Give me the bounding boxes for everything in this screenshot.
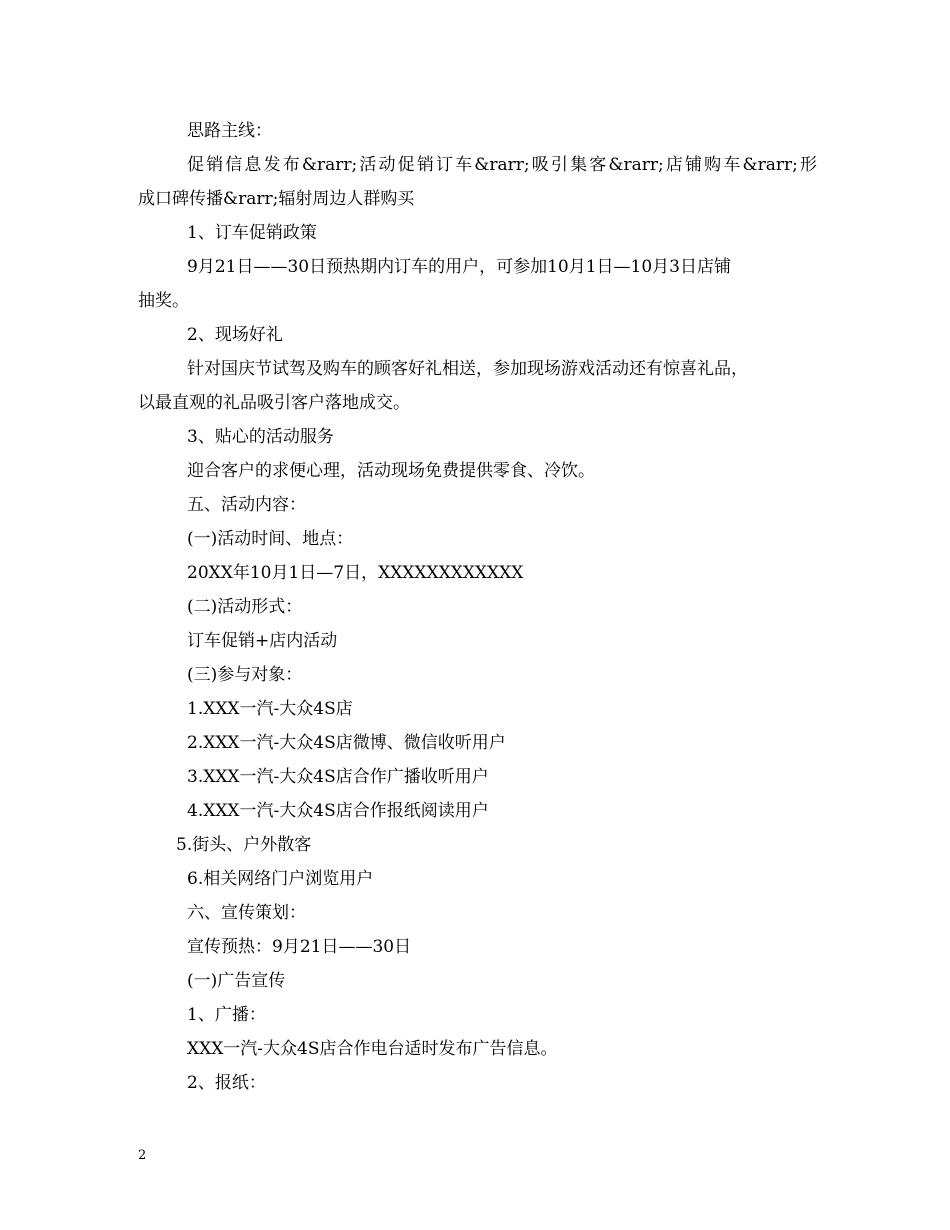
section-heading: 五、活动内容：	[187, 495, 306, 515]
paragraph-line: 宣传预热：9月21日——30日	[187, 937, 412, 957]
section-heading: 2、报纸：	[187, 1073, 266, 1093]
list-item: 6.相关网络门户浏览用户	[187, 869, 374, 889]
list-item: 5.街头、户外散客	[176, 835, 312, 855]
paragraph-line: 20XX年10月1日—7日，XXXXXXXXXXXX	[187, 563, 524, 583]
subsection-heading: (二)活动形式：	[187, 597, 303, 617]
page-number: 2	[138, 1148, 147, 1163]
subsection-heading: (一)广告宣传	[187, 971, 286, 991]
list-item: 1.XXX一汽-大众4S店	[187, 699, 353, 719]
subsection-heading: (三)参与对象：	[187, 665, 303, 685]
section-heading: 六、宣传策划：	[187, 903, 306, 923]
section-heading: 2、现场好礼	[187, 325, 283, 345]
section-heading: 3、贴心的活动服务	[187, 427, 334, 447]
paragraph-line: 以最直观的礼品吸引客户落地成交。	[138, 393, 410, 413]
paragraph-line: 成口碑传播&rarr;辐射周边人群购买	[138, 189, 415, 209]
list-item: 3.XXX一汽-大众4S店合作广播收听用户	[187, 767, 489, 787]
paragraph-line: XXX一汽-大众4S店合作电台适时发布广告信息。	[187, 1039, 558, 1059]
paragraph-line: 针对国庆节试驾及购车的顾客好礼相送，参加现场游戏活动还有惊喜礼品，	[187, 359, 748, 379]
list-item: 4.XXX一汽-大众4S店合作报纸阅读用户	[187, 801, 489, 821]
paragraph-line: 抽奖。	[138, 291, 189, 311]
section-heading: 1、订车促销政策	[187, 223, 317, 243]
paragraph-line: 9月21日——30日预热期内订车的用户，可参加10月1日—10月3日店铺	[187, 257, 731, 277]
list-item: 2.XXX一汽-大众4S店微博、微信收听用户	[187, 733, 506, 753]
paragraph-line: 促销信息发布&rarr;活动促销订车&rarr;吸引集客&rarr;店铺购车&rarr;形	[187, 155, 817, 175]
subsection-heading: (一)活动时间、地点：	[187, 529, 354, 549]
paragraph-line: 思路主线：	[187, 121, 272, 141]
paragraph-line: 迎合客户的求便心理，活动现场免费提供零食、冷饮。	[187, 461, 595, 481]
section-heading: 1、广播：	[187, 1005, 266, 1025]
paragraph-line: 订车促销+店内活动	[187, 631, 338, 651]
